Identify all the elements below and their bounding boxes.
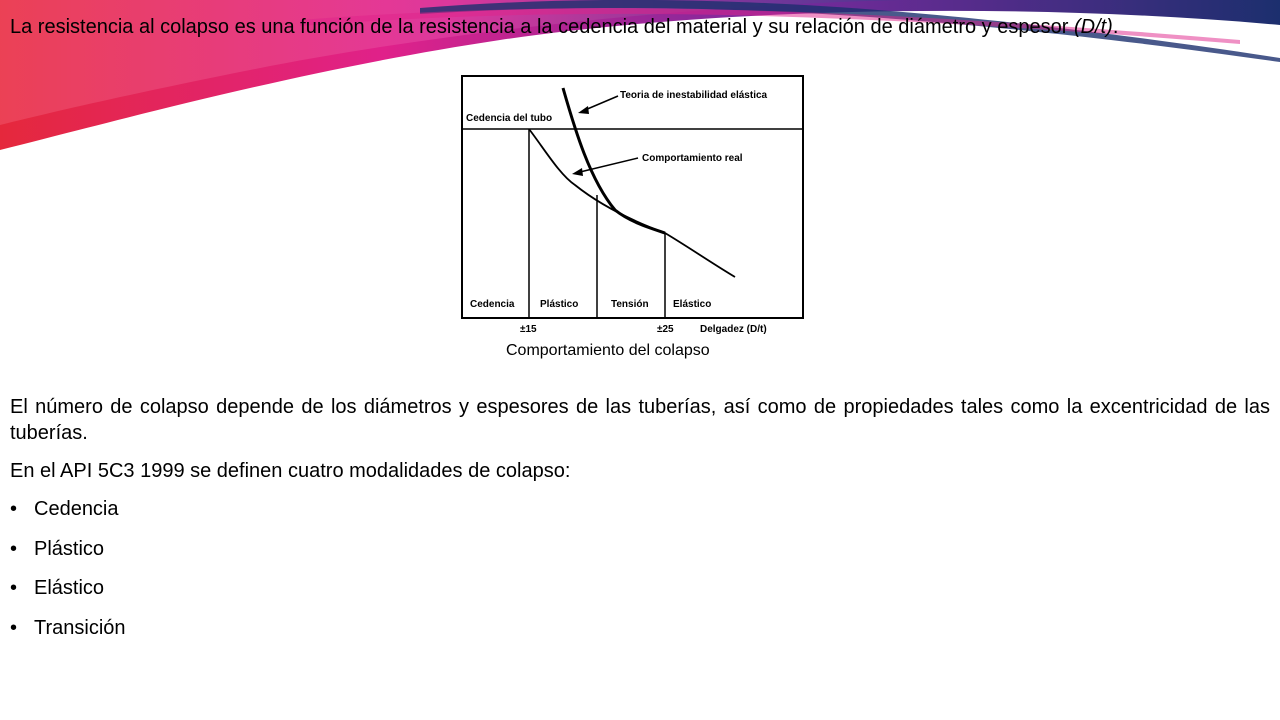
list-item: • Transición	[10, 615, 1270, 655]
slide-content	[10, 0, 1270, 40]
x-axis-label: Delgadez (D/t)	[700, 324, 767, 335]
collapse-behavior-diagram	[450, 70, 820, 370]
label-elastic-theory: Teoria de inestabilidad elástica	[620, 90, 768, 101]
zone-label-yield: Cedencia	[470, 299, 515, 310]
intro-end: .	[1112, 16, 1119, 38]
list-item: • Plástico	[10, 536, 1270, 576]
intro-paragraph	[10, 14, 1270, 40]
body-text	[10, 394, 1270, 654]
intro-text: La resistencia al colapso es una función de la resistencia a la cedencia del material y su relación de diámetro y espesor	[10, 16, 1074, 38]
list-item: • Elástico	[10, 575, 1270, 615]
label-real-behavior: Comportamiento real	[642, 153, 743, 164]
paragraph-collapse-number: El número de colapso depende de los diámetros y espesores de las tuberías, así como de propiedades tales como la excentricidad de las tuberías.	[10, 396, 1270, 444]
label-yield-line: Cedencia del tubo	[466, 113, 553, 124]
intro-emphasis: (D/t)	[1073, 16, 1113, 38]
paragraph-api-modes: En el API 5C3 1999 se definen cuatro modalidades de colapso:	[10, 460, 571, 482]
figure-caption: Comportamiento del colapso	[506, 342, 710, 359]
zone-label-plastic: Plástico	[540, 299, 579, 310]
tick-label-25: ±25	[657, 324, 674, 335]
tick-label-15: ±15	[520, 324, 537, 335]
zone-label-elastic: Elástico	[673, 299, 712, 310]
list-item: • Cedencia	[10, 496, 1270, 536]
collapse-modes-list	[10, 496, 1270, 654]
zone-label-transition: Tensión	[611, 299, 649, 310]
